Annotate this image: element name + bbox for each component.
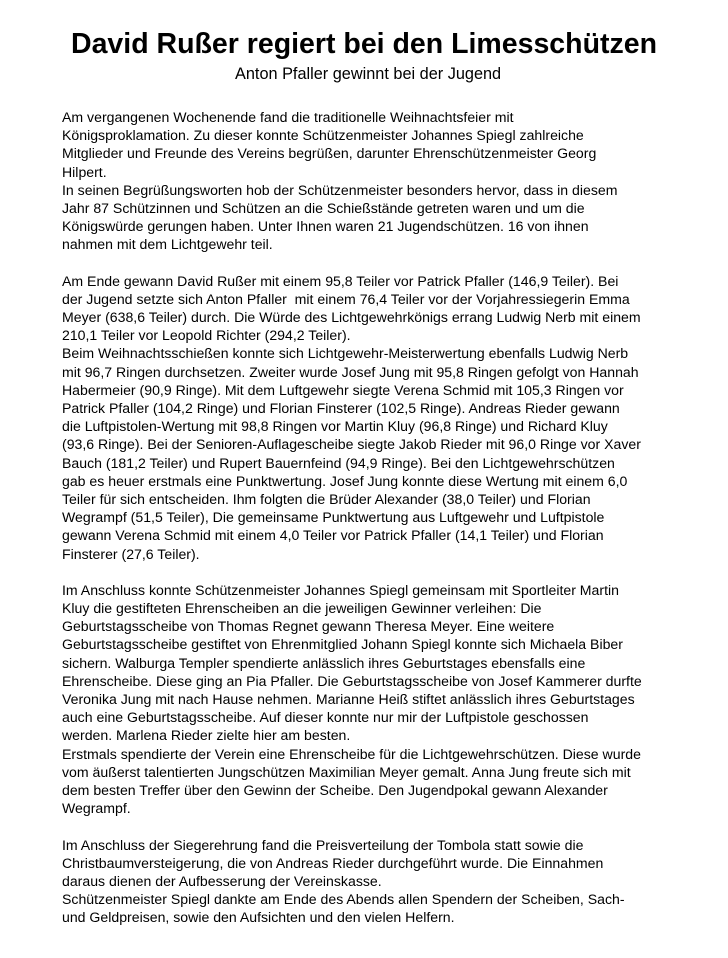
text-line: Hilpert.: [62, 163, 107, 180]
text-line: Mitglieder und Freunde des Vereins begrüßen, darunter Ehrenschützenmeister Georg: [62, 145, 597, 162]
text-line: Königsproklamation. Zu dieser konnte Schützenmeister Johannes Spiegl zahlreiche: [62, 127, 584, 144]
text-line: In seinen Begrüßungsworten hob der Schützenmeister besonders hervor, dass in diesem: [62, 181, 618, 198]
text-line: gab es heuer erstmals eine Punktwertung. Josef Jung konnte diese Wertung mit einem 6,0: [62, 472, 628, 489]
text-line: (93,6 Ringe). Bei der Senioren-Auflagescheibe siegte Jakob Rieder mit 96,0 Ringe vor Xaver: [62, 436, 641, 453]
text-line: Königswürde gerungen haben. Unter Ihnen waren 21 Jugendschützen. 16 von ihnen: [62, 218, 589, 235]
text-line: Jahr 87 Schützinnen und Schützen an die Schießstände getreten waren und um die: [62, 199, 585, 216]
text-line: Erstmals spendierte der Verein eine Ehrenscheibe für die Lichtgewehrschützen. Diese wurde: [62, 745, 641, 762]
paragraph-1: [62, 108, 712, 254]
text-line: gewann Verena Schmid mit einem 4,0 Teiler vor Patrick Pfaller (14,1 Teiler) und Florian: [62, 527, 604, 544]
text-line: Christbaumversteigerung, die von Andreas Rieder durchgeführt wurde. Die Einnahmen: [62, 854, 604, 871]
text-line: Am vergangenen Wochenende fand die traditionelle Weihnachtsfeier mit: [62, 109, 514, 125]
text-line: Im Anschluss konnte Schützenmeister Johannes Spiegl gemeinsam mit Sportleiter Martin: [62, 581, 619, 598]
text-line: die Luftpistolen-Wertung mit 98,8 Ringen vor Martin Kluy (96,8 Ringe) und Richard Kluy: [62, 418, 608, 435]
text-line: der Jugend setzte sich Anton Pfaller mit einem 76,4 Teiler vor der Vorjahressiegerin Emma: [62, 290, 630, 307]
text-line: daraus dienen der Aufbesserung der Vereinskasse.: [62, 872, 382, 889]
article-subheadline: Anton Pfaller gewinnt bei der Jugend: [235, 65, 502, 83]
text-line: Geburtstagsscheibe gestiftet von Ehrenmitglied Johann Spiegl konnte sich Michaela Biber: [62, 636, 623, 653]
text-line: Am Ende gewann David Rußer mit einem 95,8 Teiler vor Patrick Pfaller (146,9 Teiler). Bei: [62, 272, 619, 289]
text-line: auch eine Geburtstagsscheibe. Auf dieser konnte nur mir der Luftpistole geschossen: [62, 709, 589, 726]
text-line: werden. Marlena Rieder zielte hier am besten.: [62, 727, 351, 744]
text-line: mit 96,7 Ringen durchsetzen. Zweiter wurde Josef Jung mit 95,8 Ringen gefolgt von Hannah: [62, 363, 639, 380]
text-line: Veronika Jung mit nach Hause nehmen. Marianne Heiß stiftet anlässlich ihres Geburtstages: [62, 691, 635, 707]
text-line: 210,1 Teiler vor Leopold Richter (294,2 Teiler).: [62, 327, 351, 344]
text-line: Bauch (181,2 Teiler) und Rupert Bauernfeind (94,9 Ringe). Bei den Lichtgewehrschützen: [62, 454, 615, 471]
text-line: Kluy die gestifteten Ehrenscheiben an die jeweiligen Gewinner verleihen: Die: [62, 600, 542, 617]
text-line: dem besten Treffer über den Gewinn der Scheibe. Den Jugendpokal gewann Alexander: [62, 781, 608, 798]
paragraph-spacer: [62, 563, 712, 581]
text-line: Im Anschluss der Siegerehrung fand die Preisverteilung der Tombola statt sowie die: [62, 836, 584, 853]
paragraph-spacer: [62, 817, 712, 835]
text-line: Beim Weihnachtsschießen konnte sich Lichtgewehr-Meisterwertung ebenfalls Ludwig Nerb: [62, 345, 629, 362]
text-line: vom äußerst talentierten Jungschützen Maximilian Meyer gemalt. Anna Jung freute sich mit: [62, 763, 631, 780]
article-headline: David Rußer regiert bei den Limesschützen: [71, 28, 657, 60]
text-line: nahmen mit dem Lichtgewehr teil.: [62, 236, 273, 253]
paragraph-3: [62, 581, 712, 817]
text-line: Ehrenscheibe. Diese ging an Pia Pfaller. Die Geburtstagsscheibe von Josef Kammerer durfte: [62, 672, 642, 689]
paragraph-4: [62, 836, 712, 927]
text-line: Wegrampf (51,5 Teiler), Die gemeinsame Punktwertung aus Luftgewehr und Luftpistole: [62, 509, 605, 526]
text-line: Finsterer (27,6 Teiler).: [62, 545, 200, 562]
text-line: Meyer (638,6 Teiler) durch. Die Würde des Lichtgewehrkönigs errang Ludwig Nerb mit einem: [62, 309, 641, 326]
text-line: Geburtstagsscheibe von Thomas Regnet gewann Theresa Meyer. Eine weitere: [62, 618, 555, 635]
text-line: Wegrampf.: [62, 800, 131, 817]
text-line: Schützenmeister Spiegl dankte am Ende des Abends allen Spendern der Scheiben, Sach-: [62, 891, 625, 908]
text-line: Teiler für sich entscheiden. Ihm folgten die Brüder Alexander (38,0 Teiler) und Florian: [62, 490, 591, 507]
text-line: sichern. Walburga Templer spendierte anlässlich ihres Geburtstages ebensfalls eine: [62, 654, 586, 671]
paragraph-2: [62, 272, 712, 563]
article-body: [62, 108, 712, 926]
text-line: und Geldpreisen, sowie den Aufsichten und den vielen Helfern.: [62, 909, 455, 926]
paragraph-spacer: [62, 254, 712, 272]
text-line: Patrick Pfaller (104,2 Ringe) und Florian Finsterer (102,5 Ringe). Andreas Rieder gewann: [62, 400, 620, 416]
text-line: Habermeier (90,9 Ringe). Mit dem Luftgewehr siegte Verena Schmid mit 105,3 Ringen vor: [62, 381, 624, 398]
